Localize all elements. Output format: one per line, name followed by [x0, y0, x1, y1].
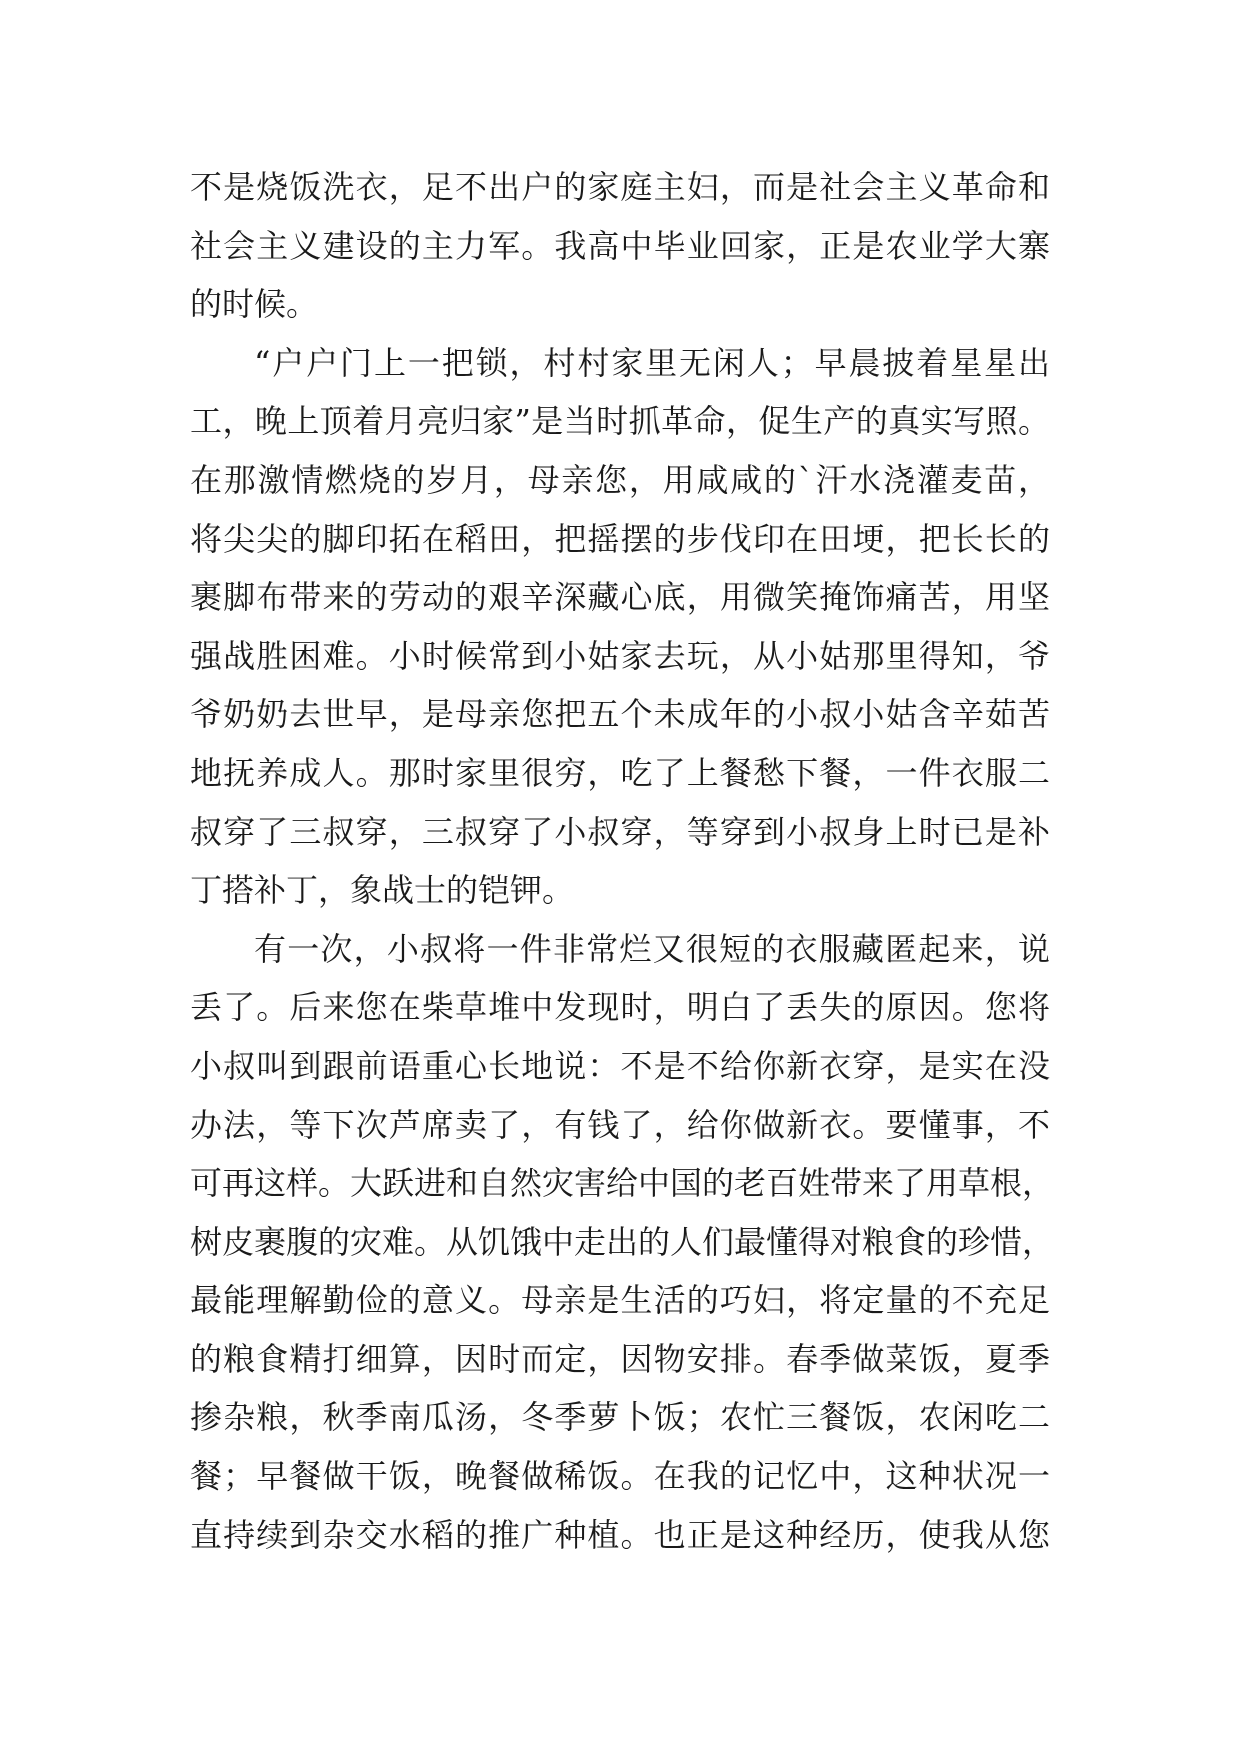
text-line: 社会主义建设的主力军。我高中毕业回家，正是农业学大寨 [190, 226, 1050, 265]
text-line: 爷奶奶去世早，是母亲您把五个未成年的小叔小姑含辛茹苦 [190, 695, 1050, 734]
text-line: “户户门上一把锁，村村家里无闲人；早晨披着星星出 [254, 343, 1050, 382]
text-line: 的时候。 [190, 285, 319, 324]
text-line: 工，晚上顶着月亮归家”是当时抓革命，促生产的真实写照。 [190, 402, 1050, 441]
text-line: 最能理解勤俭的意义。母亲是生活的巧妇，将定量的不充足 [190, 1281, 1050, 1320]
text-line: 直持续到杂交水稻的推广种植。也正是这种经历，使我从您 [190, 1515, 1050, 1554]
text-line: 丁搭补丁，象战士的铠钾。 [190, 871, 575, 910]
text-line: 有一次，小叔将一件非常烂又很短的衣服藏匿起来，说 [254, 929, 1050, 968]
text-line: 地抚养成人。那时家里很穷，吃了上餐愁下餐，一件衣服二 [190, 753, 1050, 792]
text-line: 在那激情燃烧的岁月，母亲您，用咸咸的`汗水浇灌麦苗， [190, 460, 1050, 499]
text-line: 小叔叫到跟前语重心长地说：不是不给你新衣穿，是实在没 [190, 1046, 1050, 1085]
text-line: 不是烧饭洗衣，足不出户的家庭主妇，而是社会主义革命和 [190, 168, 1050, 206]
text-line: 办法，等下次芦席卖了，有钱了，给你做新衣。要懂事，不 [190, 1105, 1050, 1144]
text-line: 树皮裹腹的灾难。从饥饿中走出的人们最懂得对粮食的珍惜， [190, 1222, 1055, 1261]
text-line: 强战胜困难。小时候常到小姑家去玩，从小姑那里得知，爷 [190, 636, 1050, 675]
text-line: 可再这样。大跃进和自然灾害给中国的老百姓带来了用草根， [190, 1164, 1055, 1203]
text-line: 将尖尖的脚印拓在稻田，把摇摆的步伐印在田埂，把长长的 [190, 519, 1050, 558]
text-line: 丢了。后来您在柴草堆中发现时，明白了丢失的原因。您将 [190, 988, 1050, 1027]
text-line: 裹脚布带来的劳动的艰辛深藏心底，用微笑掩饰痛苦，用坚 [190, 578, 1050, 617]
text-line: 掺杂粮，秋季南瓜汤，冬季萝卜饭；农忙三餐饭，农闲吃二 [190, 1398, 1050, 1437]
body-text [190, 158, 1055, 1564]
text-line: 餐；早餐做干饭，晚餐做稀饭。在我的记忆中，这种状况一 [190, 1457, 1050, 1496]
text-line: 的粮食精打细算，因时而定，因物安排。春季做菜饭，夏季 [190, 1339, 1050, 1378]
text-line: 叔穿了三叔穿，三叔穿了小叔穿，等穿到小叔身上时已是补 [190, 812, 1050, 851]
